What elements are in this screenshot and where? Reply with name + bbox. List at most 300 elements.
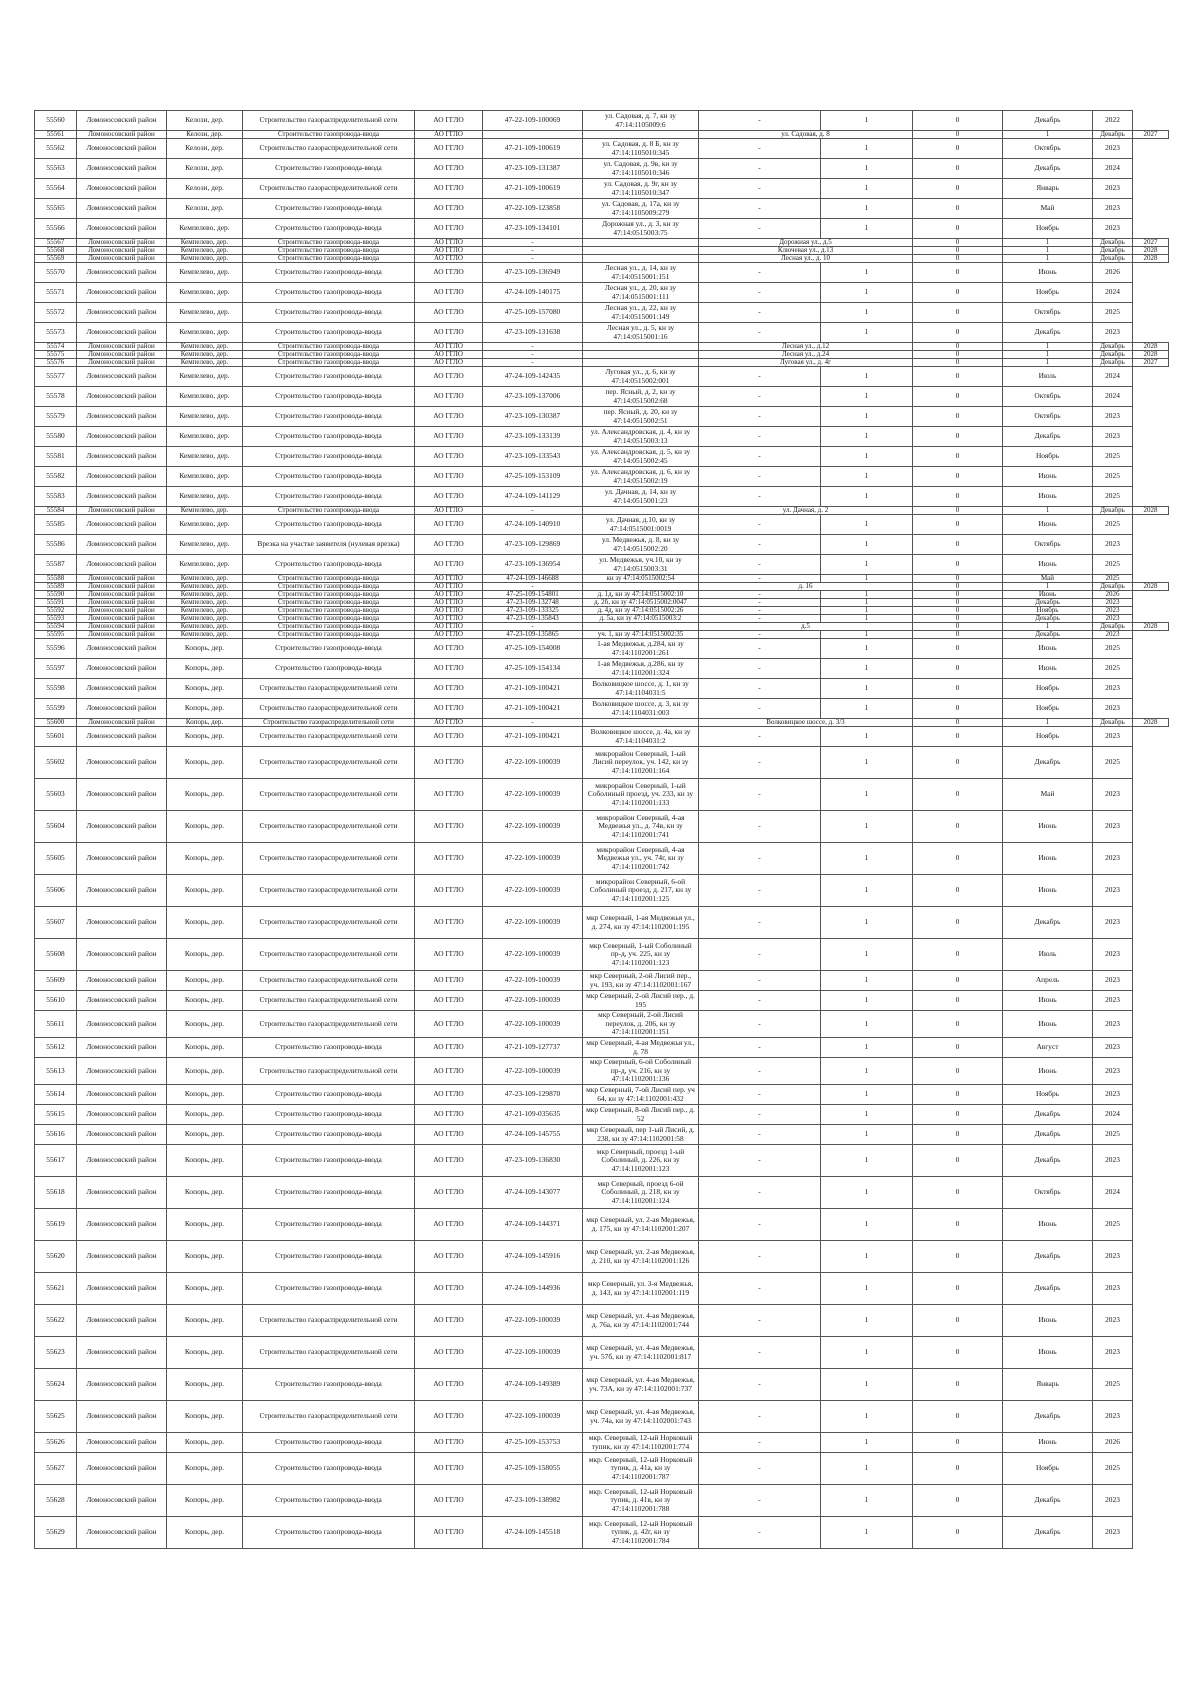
table-row: [35, 779, 1169, 811]
work-type-cell: Строительство газораспределительной сети: [243, 139, 415, 159]
application-code-cell: 47-25-109-154134: [483, 659, 583, 679]
organization-cell: АО ГГЛО: [415, 971, 483, 991]
flag-a-cell: 1: [821, 515, 913, 535]
flag-a-cell: 1: [821, 639, 913, 659]
work-type-cell: Строительство газопровода-ввода: [243, 1085, 415, 1105]
row-number-cell: 55563: [35, 159, 77, 179]
locality-cell: Кемпелево, дер.: [167, 367, 243, 387]
year-cell: 2028: [1133, 343, 1169, 351]
row-number-cell: 55586: [35, 535, 77, 555]
application-code-cell: 47-24-109-146688: [483, 575, 583, 583]
month-cell: Декабрь: [1003, 747, 1093, 779]
row-number-cell: 55582: [35, 467, 77, 487]
organization-cell: АО ГГЛО: [415, 343, 483, 351]
work-type-cell: Строительство газопровода-ввода: [243, 1517, 415, 1549]
table-row: [35, 487, 1169, 507]
application-code-cell: 47-24-109-144936: [483, 1273, 583, 1305]
flag-b-cell: 0: [913, 199, 1003, 219]
year-cell: 2023: [1093, 1401, 1133, 1433]
flag-a-cell: 0: [913, 255, 1003, 263]
flag-b-cell: 0: [913, 1209, 1003, 1241]
flag-b-cell: 0: [913, 659, 1003, 679]
district-cell: Ломоносовский район: [77, 1209, 167, 1241]
flag-a-cell: 1: [821, 1433, 913, 1453]
flag-a-cell: 1: [821, 843, 913, 875]
organization-cell: АО ГГЛО: [415, 1453, 483, 1485]
address-cell: мкр Северный, 8-ой Лисий пер., д. 52: [583, 1105, 699, 1125]
year-cell: 2025: [1093, 467, 1133, 487]
organization-cell: АО ГГЛО: [415, 843, 483, 875]
flag-b-cell: 0: [913, 727, 1003, 747]
district-cell: Ломоносовский район: [77, 131, 167, 139]
year-cell: 2023: [1093, 971, 1133, 991]
row-number-cell: 55614: [35, 1085, 77, 1105]
month-cell: Октябрь: [1003, 139, 1093, 159]
row-number-cell: 55589: [35, 583, 77, 591]
organization-cell: АО ГГЛО: [415, 1273, 483, 1305]
table-row: [35, 219, 1169, 239]
planned-address-cell: -: [699, 407, 821, 427]
district-cell: Ломоносовский район: [77, 283, 167, 303]
flag-b-cell: 1: [1003, 247, 1093, 255]
address-cell: мкр Северный, ул. 4-ая Медвежья, уч. 74а, кн зу 47:14:1102001:743: [583, 1401, 699, 1433]
planned-address-cell: -: [699, 843, 821, 875]
month-cell: Декабрь: [1003, 1105, 1093, 1125]
year-cell: 2023: [1093, 1305, 1133, 1337]
table-row: [35, 303, 1169, 323]
table-row: [35, 351, 1169, 359]
locality-cell: Кемпелево, дер.: [167, 631, 243, 639]
work-type-cell: Строительство газопровода-ввода: [243, 367, 415, 387]
work-type-cell: Строительство газопровода-ввода: [243, 427, 415, 447]
year-cell: 2028: [1133, 623, 1169, 631]
row-number-cell: 55598: [35, 679, 77, 699]
locality-cell: Копорь, дер.: [167, 1369, 243, 1401]
flag-b-cell: 0: [913, 179, 1003, 199]
flag-b-cell: 0: [913, 1177, 1003, 1209]
locality-cell: Кемпелево, дер.: [167, 351, 243, 359]
organization-cell: АО ГГЛО: [415, 1433, 483, 1453]
locality-cell: Копорь, дер.: [167, 1105, 243, 1125]
row-number-cell: 55593: [35, 615, 77, 623]
address-cell: ул. Александровская, д. 5, кн зу 47:14:0515002:45: [583, 447, 699, 467]
month-cell: Декабрь: [1003, 1517, 1093, 1549]
year-cell: 2025: [1093, 659, 1133, 679]
flag-b-cell: 0: [913, 367, 1003, 387]
table-row: [35, 507, 1169, 515]
work-type-cell: Строительство газопровода-ввода: [243, 555, 415, 575]
address-cell: мкр Северный, ул. 2-ая Медвежья, д. 210, кн зу 47:14:1102001:126: [583, 1241, 699, 1273]
year-cell: 2023: [1093, 179, 1133, 199]
work-type-cell: Строительство газопровода-ввода: [243, 1273, 415, 1305]
district-cell: Ломоносовский район: [77, 1433, 167, 1453]
table-row: [35, 1337, 1169, 1369]
locality-cell: Копорь, дер.: [167, 1177, 243, 1209]
district-cell: Ломоносовский район: [77, 1305, 167, 1337]
flag-b-cell: 1: [1003, 239, 1093, 247]
planned-address-cell: -: [699, 535, 821, 555]
table-row: [35, 255, 1169, 263]
year-cell: 2025: [1093, 447, 1133, 467]
flag-b-cell: 0: [913, 1369, 1003, 1401]
planned-address-cell: ул. Дачная, д. 2: [699, 507, 913, 515]
district-cell: Ломоносовский район: [77, 1085, 167, 1105]
row-number-cell: 55604: [35, 811, 77, 843]
district-cell: Ломоносовский район: [77, 719, 167, 727]
table-row: [35, 1369, 1169, 1401]
month-cell: Июнь: [1003, 263, 1093, 283]
organization-cell: АО ГГЛО: [415, 263, 483, 283]
month-cell: Май: [1003, 575, 1093, 583]
flag-b-cell: 0: [913, 607, 1003, 615]
application-code-cell: -: [483, 239, 583, 247]
table-row: [35, 727, 1169, 747]
month-cell: Август: [1003, 1038, 1093, 1058]
row-number-cell: 55611: [35, 1011, 77, 1038]
flag-b-cell: 0: [913, 1011, 1003, 1038]
row-number-cell: 55573: [35, 323, 77, 343]
work-type-cell: Строительство газораспределительной сети: [243, 811, 415, 843]
address-cell: Волковицкое шоссе, д. 3, кн зу 47:14:1104031:003: [583, 699, 699, 719]
row-number-cell: 55575: [35, 351, 77, 359]
application-code-cell: 47-25-109-157080: [483, 303, 583, 323]
flag-b-cell: 0: [913, 575, 1003, 583]
work-type-cell: Строительство газопровода-ввода: [243, 351, 415, 359]
application-code-cell: 47-22-109-100039: [483, 1337, 583, 1369]
address-cell: мкр. Северный, 12-ый Норковый тупик, д. 42г, кн зу 47:14:1102001:784: [583, 1517, 699, 1549]
flag-a-cell: 1: [821, 535, 913, 555]
row-number-cell: 55583: [35, 487, 77, 507]
flag-b-cell: 0: [913, 139, 1003, 159]
work-type-cell: Строительство газораспределительной сети: [243, 747, 415, 779]
work-type-cell: Строительство газораспределительной сети: [243, 1305, 415, 1337]
address-cell: [583, 719, 699, 727]
flag-a-cell: 1: [821, 1058, 913, 1085]
locality-cell: Копорь, дер.: [167, 1337, 243, 1369]
row-number-cell: 55561: [35, 131, 77, 139]
year-cell: 2023: [1093, 199, 1133, 219]
flag-a-cell: 1: [821, 283, 913, 303]
district-cell: Ломоносовский район: [77, 779, 167, 811]
organization-cell: АО ГГЛО: [415, 219, 483, 239]
organization-cell: АО ГГЛО: [415, 907, 483, 939]
flag-b-cell: 1: [1003, 359, 1093, 367]
flag-b-cell: 0: [913, 467, 1003, 487]
row-number-cell: 55605: [35, 843, 77, 875]
organization-cell: АО ГГЛО: [415, 679, 483, 699]
organization-cell: АО ГГЛО: [415, 199, 483, 219]
month-cell: Ноябрь: [1003, 1085, 1093, 1105]
flag-b-cell: 0: [913, 599, 1003, 607]
year-cell: 2028: [1133, 351, 1169, 359]
flag-b-cell: 1: [1003, 351, 1093, 359]
flag-a-cell: 1: [821, 303, 913, 323]
row-number-cell: 55595: [35, 631, 77, 639]
table-row: [35, 247, 1169, 255]
application-code-cell: 47-23-109-133325: [483, 607, 583, 615]
flag-a-cell: 0: [913, 359, 1003, 367]
flag-a-cell: 1: [821, 1401, 913, 1433]
planned-address-cell: -: [699, 219, 821, 239]
flag-a-cell: 1: [821, 1177, 913, 1209]
row-number-cell: 55627: [35, 1453, 77, 1485]
table-row: [35, 1517, 1169, 1549]
district-cell: Ломоносовский район: [77, 699, 167, 719]
month-cell: Июнь: [1003, 659, 1093, 679]
application-code-cell: 47-23-109-134101: [483, 219, 583, 239]
month-cell: Декабрь: [1093, 343, 1133, 351]
locality-cell: Кемпелево, дер.: [167, 447, 243, 467]
month-cell: Май: [1003, 199, 1093, 219]
planned-address-cell: -: [699, 679, 821, 699]
organization-cell: АО ГГЛО: [415, 591, 483, 599]
planned-address-cell: -: [699, 447, 821, 467]
locality-cell: Копорь, дер.: [167, 727, 243, 747]
address-cell: [583, 247, 699, 255]
flag-b-cell: 0: [913, 779, 1003, 811]
application-code-cell: 47-25-109-153109: [483, 467, 583, 487]
locality-cell: Копорь, дер.: [167, 1145, 243, 1177]
month-cell: Июнь: [1003, 487, 1093, 507]
organization-cell: АО ГГЛО: [415, 427, 483, 447]
row-number-cell: 55572: [35, 303, 77, 323]
table-row: [35, 323, 1169, 343]
locality-cell: Копорь, дер.: [167, 1453, 243, 1485]
year-cell: 2023: [1093, 991, 1133, 1011]
address-cell: мкр. Северный, 12-ый Норковый тупик, д. 41в, кн зу 47:14:1102001:788: [583, 1485, 699, 1517]
application-code-cell: 47-25-109-154008: [483, 639, 583, 659]
application-code-cell: 47-24-109-145916: [483, 1241, 583, 1273]
flag-b-cell: 0: [913, 939, 1003, 971]
planned-address-cell: -: [699, 1058, 821, 1085]
address-cell: мкр Северный, ул. 2-ая Медвежья, д. 175, кн зу 47:14:1102001:207: [583, 1209, 699, 1241]
district-cell: Ломоносовский район: [77, 1517, 167, 1549]
row-number-cell: 55601: [35, 727, 77, 747]
organization-cell: АО ГГЛО: [415, 283, 483, 303]
month-cell: Ноябрь: [1003, 607, 1093, 615]
application-code-cell: -: [483, 623, 583, 631]
locality-cell: Кемпелево, дер.: [167, 343, 243, 351]
year-cell: 2024: [1093, 1105, 1133, 1125]
flag-a-cell: 1: [821, 1241, 913, 1273]
year-cell: 2023: [1093, 1485, 1133, 1517]
work-type-cell: Строительство газораспределительной сети: [243, 727, 415, 747]
address-cell: [583, 343, 699, 351]
locality-cell: Копорь, дер.: [167, 747, 243, 779]
application-code-cell: 47-23-109-131638: [483, 323, 583, 343]
work-type-cell: Строительство газопровода-ввода: [243, 575, 415, 583]
district-cell: Ломоносовский район: [77, 359, 167, 367]
flag-a-cell: 1: [821, 199, 913, 219]
work-type-cell: Строительство газораспределительной сети: [243, 719, 415, 727]
table-row: [35, 583, 1169, 591]
flag-b-cell: 1: [1003, 623, 1093, 631]
table-row: [35, 131, 1169, 139]
row-number-cell: 55560: [35, 111, 77, 131]
flag-b-cell: 0: [913, 487, 1003, 507]
year-cell: 2023: [1093, 607, 1133, 615]
application-code-cell: 47-23-109-136949: [483, 263, 583, 283]
month-cell: Ноябрь: [1003, 727, 1093, 747]
organization-cell: АО ГГЛО: [415, 615, 483, 623]
application-code-cell: 47-23-109-135865: [483, 631, 583, 639]
month-cell: Июнь: [1003, 811, 1093, 843]
flag-a-cell: 1: [821, 447, 913, 467]
flag-b-cell: 0: [913, 1241, 1003, 1273]
year-cell: 2025: [1093, 303, 1133, 323]
table-row: [35, 1485, 1169, 1517]
row-number-cell: 55578: [35, 387, 77, 407]
work-type-cell: Строительство газопровода-ввода: [243, 323, 415, 343]
locality-cell: Копорь, дер.: [167, 843, 243, 875]
row-number-cell: 55615: [35, 1105, 77, 1125]
work-type-cell: Строительство газопровода-ввода: [243, 199, 415, 219]
table-row: [35, 679, 1169, 699]
locality-cell: Келози, дер.: [167, 111, 243, 131]
address-cell: ул. Садовая, д. 7, кн зу 47:14:1105009:6: [583, 111, 699, 131]
district-cell: Ломоносовский район: [77, 631, 167, 639]
work-type-cell: Строительство газопровода-ввода: [243, 239, 415, 247]
table-row: [35, 939, 1169, 971]
work-type-cell: Строительство газораспределительной сети: [243, 1011, 415, 1038]
month-cell: Июнь: [1003, 515, 1093, 535]
planned-address-cell: д. 16: [699, 583, 913, 591]
application-code-cell: 47-24-109-140175: [483, 283, 583, 303]
work-type-cell: Строительство газопровода-ввода: [243, 1038, 415, 1058]
row-number-cell: 55619: [35, 1209, 77, 1241]
table-row: [35, 971, 1169, 991]
organization-cell: АО ГГЛО: [415, 179, 483, 199]
district-cell: Ломоносовский район: [77, 467, 167, 487]
address-cell: мкр. Северный, 12-ый Норковый тупик, д. 41а, кн зу 47:14:1102001:787: [583, 1453, 699, 1485]
locality-cell: Копорь, дер.: [167, 1401, 243, 1433]
district-cell: Ломоносовский район: [77, 407, 167, 427]
row-number-cell: 55591: [35, 599, 77, 607]
organization-cell: АО ГГЛО: [415, 359, 483, 367]
table-row: [35, 515, 1169, 535]
address-cell: мкр Северный, 6-ой Соболиный пр-д, уч. 216, кн зу 47:14:1102001:136: [583, 1058, 699, 1085]
flag-a-cell: 1: [821, 971, 913, 991]
address-cell: Лесная ул., д. 20, кн зу 47:14:0515001:111: [583, 283, 699, 303]
flag-b-cell: 0: [913, 387, 1003, 407]
flag-b-cell: 0: [913, 1038, 1003, 1058]
district-cell: Ломоносовский район: [77, 607, 167, 615]
month-cell: Ноябрь: [1003, 1453, 1093, 1485]
work-type-cell: Строительство газораспределительной сети: [243, 939, 415, 971]
flag-b-cell: 1: [1003, 583, 1093, 591]
row-number-cell: 55597: [35, 659, 77, 679]
district-cell: Ломоносовский район: [77, 367, 167, 387]
year-cell: 2023: [1093, 1011, 1133, 1038]
table-row: [35, 359, 1169, 367]
month-cell: Декабрь: [1093, 359, 1133, 367]
organization-cell: АО ГГЛО: [415, 1209, 483, 1241]
planned-address-cell: -: [699, 971, 821, 991]
row-number-cell: 55569: [35, 255, 77, 263]
district-cell: Ломоносовский район: [77, 247, 167, 255]
organization-cell: АО ГГЛО: [415, 1085, 483, 1105]
work-type-cell: Строительство газораспределительной сети: [243, 875, 415, 907]
flag-b-cell: 0: [913, 1273, 1003, 1305]
flag-a-cell: 1: [821, 1369, 913, 1401]
year-cell: 2023: [1093, 427, 1133, 447]
organization-cell: АО ГГЛО: [415, 779, 483, 811]
year-cell: 2023: [1093, 727, 1133, 747]
planned-address-cell: -: [699, 1401, 821, 1433]
planned-address-cell: -: [699, 367, 821, 387]
district-cell: Ломоносовский район: [77, 747, 167, 779]
flag-b-cell: 1: [1003, 507, 1093, 515]
district-cell: Ломоносовский район: [77, 555, 167, 575]
application-code-cell: 47-22-109-100039: [483, 1011, 583, 1038]
year-cell: 2023: [1093, 779, 1133, 811]
planned-address-cell: -: [699, 599, 821, 607]
organization-cell: АО ГГЛО: [415, 939, 483, 971]
flag-a-cell: 1: [821, 367, 913, 387]
row-number-cell: 55580: [35, 427, 77, 447]
month-cell: Июнь: [1003, 1433, 1093, 1453]
table-row: [35, 907, 1169, 939]
application-code-cell: 47-25-109-154801: [483, 591, 583, 599]
locality-cell: Кемпелево, дер.: [167, 303, 243, 323]
flag-a-cell: 0: [913, 343, 1003, 351]
table-row: [35, 1058, 1169, 1085]
month-cell: Декабрь: [1003, 323, 1093, 343]
planned-address-cell: -: [699, 1209, 821, 1241]
row-number-cell: 55584: [35, 507, 77, 515]
work-type-cell: Строительство газопровода-ввода: [243, 219, 415, 239]
work-type-cell: Строительство газопровода-ввода: [243, 1125, 415, 1145]
application-code-cell: 47-21-109-100619: [483, 139, 583, 159]
month-cell: Июнь: [1003, 843, 1093, 875]
flag-a-cell: 0: [913, 351, 1003, 359]
district-cell: Ломоносовский район: [77, 907, 167, 939]
planned-address-cell: -: [699, 303, 821, 323]
locality-cell: Кемпелево, дер.: [167, 607, 243, 615]
locality-cell: Копорь, дер.: [167, 1125, 243, 1145]
year-cell: 2023: [1093, 699, 1133, 719]
locality-cell: Копорь, дер.: [167, 1209, 243, 1241]
flag-a-cell: 1: [821, 1485, 913, 1517]
flag-a-cell: 1: [821, 1125, 913, 1145]
flag-b-cell: 0: [913, 555, 1003, 575]
row-number-cell: 55588: [35, 575, 77, 583]
flag-b-cell: 0: [913, 407, 1003, 427]
planned-address-cell: Ключевая ул., д.13: [699, 247, 913, 255]
organization-cell: АО ГГЛО: [415, 515, 483, 535]
work-type-cell: Строительство газопровода-ввода: [243, 1433, 415, 1453]
district-cell: Ломоносовский район: [77, 219, 167, 239]
district-cell: Ломоносовский район: [77, 1485, 167, 1517]
district-cell: Ломоносовский район: [77, 599, 167, 607]
planned-address-cell: Дорожная ул., д.5: [699, 239, 913, 247]
work-type-cell: Строительство газопровода-ввода: [243, 467, 415, 487]
planned-address-cell: Луговая ул., д. 4г: [699, 359, 913, 367]
year-cell: 2023: [1093, 631, 1133, 639]
flag-b-cell: 0: [913, 591, 1003, 599]
table-row: [35, 615, 1169, 623]
locality-cell: Кемпелево, дер.: [167, 583, 243, 591]
address-cell: пер. Ясный, д. 2, кн зу 47:14:0515002:68: [583, 387, 699, 407]
flag-b-cell: 0: [913, 699, 1003, 719]
organization-cell: АО ГГЛО: [415, 487, 483, 507]
district-cell: Ломоносовский район: [77, 447, 167, 467]
district-cell: Ломоносовский район: [77, 387, 167, 407]
address-cell: [583, 255, 699, 263]
planned-address-cell: -: [699, 1517, 821, 1549]
organization-cell: АО ГГЛО: [415, 303, 483, 323]
organization-cell: АО ГГЛО: [415, 507, 483, 515]
